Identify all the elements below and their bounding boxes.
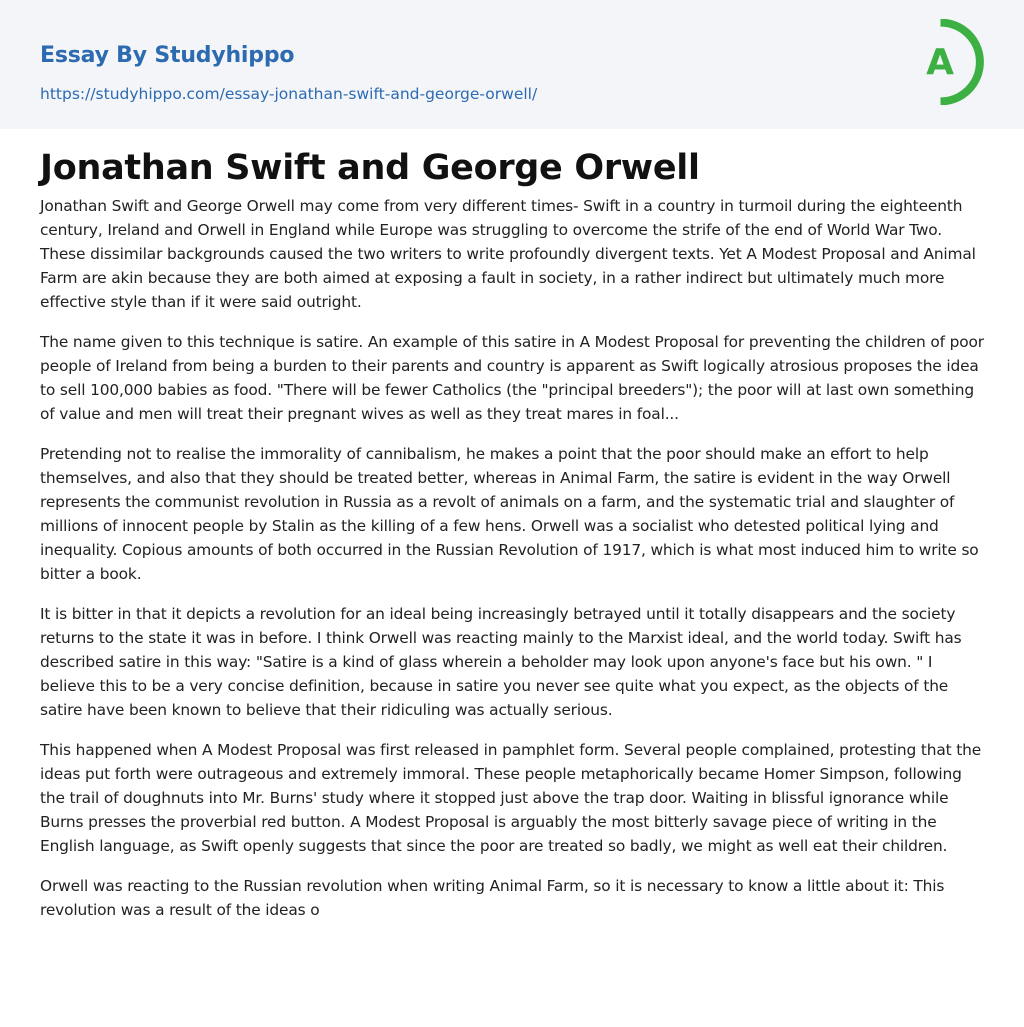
site-header [0,0,1024,129]
essay-paragraph: Orwell was reacting to the Russian revolution when writing Animal Farm, so it is necessary to know a little about it: This revolution was a result of the ideas o [40,877,945,919]
site-brand[interactable]: Essay By Studyhippo [40,43,295,68]
logo-letter: A [926,42,954,83]
essay-paragraph: Jonathan Swift and George Orwell may come from very different times- Swift in a country in turmoil during the eighteenth century, Ireland and Orwell in England while Europe was struggling to overcome the strife of the end of World War Two. These dissimilar backgrounds caused the two writers to write profoundly divergent texts. Yet A Modest Proposal and Animal Farm are akin because they are both aimed at exposing a fault in society, in a rather indirect but ultimately much more effective style than if it were said outright. [40,197,976,311]
essay-paragraph: This happened when A Modest Proposal was first released in pamphlet form. Several people complained, protesting that the ideas put forth were outrageous and extremely immoral. These people metaphorically became Homer Simpson, following the trail of doughnuts into Mr. Burns' study where it stopped just above the trap door. Waiting in blissful ignorance while Burns presses the proverbial red button. A Modest Proposal is arguably the most bitterly savage piece of writing in the English language, as Swift openly suggests that since the poor are treated so badly, we might as well eat their children. [40,741,982,855]
essay-paragraph: The name given to this technique is satire. An example of this satire in A Modest Proposal for preventing the children of poor people of Ireland from being a burden to their parents and country is apparent as Swift logically atrosious proposes the idea to sell 100,000 babies as food. "There will be fewer Catholics (the "principal breeders"); the poor will at last own something of value and men will treat their pregnant wives as well as they treat mares in foal... [40,333,984,423]
essay-paragraph: Pretending not to realise the immorality of cannibalism, he makes a point that the poor should make an effort to help themselves, and also that they should be treated better, whereas in Animal Farm, the satire is evident in the way Orwell represents the communist revolution in Russia as a revolt of animals on a farm, and the systematic trial and slaughter of millions of innocent people by Stalin as the killing of a few hens. Orwell was a socialist who detested political lying and inequality. Copious amounts of both occurred in the Russian Revolution of 1917, which is what most induced him to write so bitter a book. [40,445,979,583]
studyhippo-logo-icon[interactable] [913,19,985,105]
essay-url-link[interactable]: https://studyhippo.com/essay-jonathan-swift-and-george-orwell/ [40,85,538,103]
essay-title: Jonathan Swift and George Orwell [40,148,700,188]
essay-body [40,194,985,938]
essay-paragraph: It is bitter in that it depicts a revolution for an ideal being increasingly betrayed until it totally disappears and the society returns to the state it was in before. I think Orwell was reacting mainly to the Marxist ideal, and the world today. Swift has described satire in this way: "Satire is a kind of glass wherein a beholder may look upon anyone's face but his own. " I believe this to be a very concise definition, because in satire you never see quite what you expect, as the objects of the satire have been known to believe that their ridiculing was actually serious. [40,605,962,719]
